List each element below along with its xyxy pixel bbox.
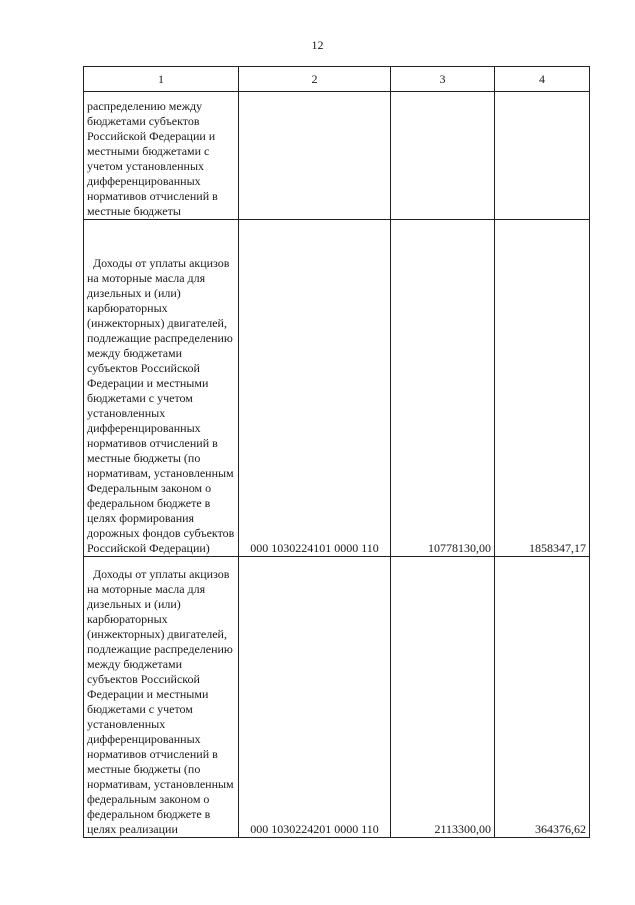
column-header-4: 4 (495, 67, 590, 92)
column-header-2: 2 (239, 67, 391, 92)
table-row (84, 92, 590, 220)
actual-amount-cell: 364376,62 (495, 557, 590, 838)
classification-code-cell: 000 1030224101 0000 110 (239, 220, 391, 557)
actual-amount-cell (495, 92, 590, 220)
classification-code-cell (239, 92, 391, 220)
table-header-row (84, 67, 590, 92)
actual-amount-cell: 1858347,17 (495, 220, 590, 557)
revenue-table (83, 66, 590, 838)
revenue-name-cell: распределению между бюджетами субъектов Российской Федерации и местными бюджетами с учетом установленных дифференцированных нормативов отчислений в местные бюджеты (84, 92, 239, 220)
table-row (84, 220, 590, 557)
page-number: 12 (311, 38, 324, 52)
plan-amount-cell: 2113300,00 (391, 557, 495, 838)
column-header-3: 3 (391, 67, 495, 92)
column-header-1: 1 (84, 67, 239, 92)
plan-amount-cell: 10778130,00 (391, 220, 495, 557)
classification-code-cell: 000 1030224201 0000 110 (239, 557, 391, 838)
table-row (84, 557, 590, 838)
revenue-name-cell: Доходы от уплаты акцизов на моторные масла для дизельных и (или) карбюраторных (инжекторных) двигателей, подлежащие распределению между бюджетами субъектов Российской Федерации и местными бюджетами с учетом установленных дифференцированных нормативов отчислений в местные бюджеты (по нормативам, установленным федеральным законом о федеральном бюджете в целях реализации (84, 557, 239, 838)
revenue-name-cell: Доходы от уплаты акцизов на моторные масла для дизельных и (или) карбюраторных (инжекторных) двигателей, подлежащие распределению между бюджетами субъектов Российской Федерации и местными бюджетами с учетом установленных дифференцированных нормативов отчислений в местные бюджеты (по нормативам, установленным Федеральным законом о федеральном бюджете в целях формирования дорожных фондов субъектов Российской Федерации) (84, 220, 239, 557)
plan-amount-cell (391, 92, 495, 220)
